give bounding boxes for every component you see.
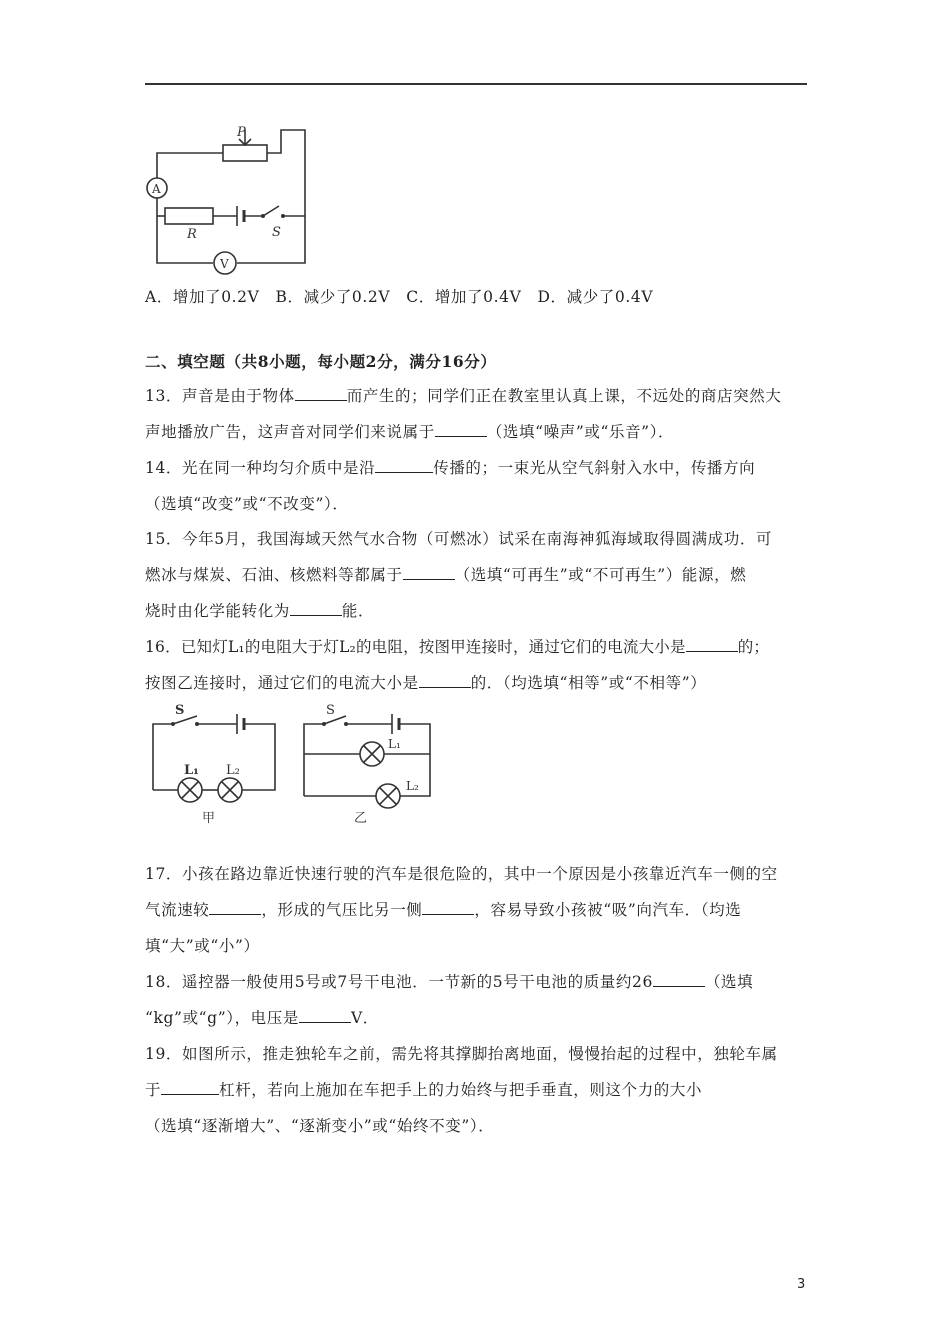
answer-blank[interactable]: [653, 972, 705, 987]
q12-options: A．增加了0.2V B．减少了0.2V C．增加了0.4V D．减少了0.4V: [145, 288, 654, 306]
yi-caption: 乙: [354, 811, 368, 826]
header-rule: [145, 83, 807, 85]
q17-line-1: 17．小孩在路边靠近快速行驶的汽车是很危险的，其中一个原因是小孩靠近汽车一侧的空: [145, 865, 778, 883]
slider-label: P: [237, 125, 246, 140]
yi-switch-label: S: [326, 703, 335, 718]
q17-line-2: 气流速较 ，形成的气压比另一侧 ，容易导致小孩被“吸”向汽车．（均选: [145, 901, 742, 919]
answer-blank[interactable]: [299, 1008, 351, 1023]
section-heading: 二、填空题（共8小题，每小题2分，满分16分）: [145, 352, 497, 371]
jia-caption: 甲: [202, 811, 216, 826]
answer-blank[interactable]: [375, 458, 433, 473]
answer-blank[interactable]: [161, 1080, 219, 1095]
q13-line-1: 13．声音是由于物体 而产生的；同学们正在教室里认真上课，不远处的商店突然大: [145, 387, 782, 405]
q13-line-2: 声地播放广告，这声音对同学们来说属于 （选填“噪声”或“乐音”）．: [145, 423, 675, 441]
q15-line-3: 烧时由化学能转化为 能．: [145, 602, 375, 620]
answer-blank[interactable]: [422, 900, 474, 915]
switch-label: S: [272, 225, 281, 240]
q16-circuit-yi: [300, 702, 440, 828]
jia-lamp2-label: L₂: [226, 763, 240, 778]
q15-line-1: 15．今年5月，我国海域天然气水合物（可燃冰）试采在南海神狐海域取得圆满成功．可: [145, 530, 773, 548]
q16-line-2: 按图乙连接时，通过它们的电流大小是 的．（均选填“相等”或“不相等”）: [145, 674, 707, 692]
q18-line-2: “kg”或“g”），电压是 V．: [145, 1009, 379, 1027]
jia-lamp1-label: L₁: [184, 763, 199, 778]
page-number: 3: [797, 1277, 806, 1292]
ammeter-label: A: [152, 182, 161, 196]
q19-line-3: （选填“逐渐增大”、“逐渐变小”或“始终不变”）．: [145, 1117, 495, 1135]
resistor-label: R: [187, 227, 197, 242]
answer-blank[interactable]: [419, 673, 471, 688]
yi-lamp1-label: L₁: [388, 737, 401, 751]
answer-blank[interactable]: [435, 422, 487, 437]
q15-line-2: 燃冰与煤炭、石油、核燃料等都属于 （选填“可再生”或“不可再生”）能源，燃: [145, 566, 747, 584]
q19-line-1: 19．如图所示，推走独轮车之前，需先将其撑脚抬离地面，慢慢抬起的过程中，独轮车属: [145, 1045, 778, 1063]
answer-blank[interactable]: [403, 565, 455, 580]
q17-line-3: 填“大”或“小”）: [145, 937, 260, 955]
q14-line-2: （选填“改变”或“不改变”）．: [145, 495, 349, 513]
answer-blank[interactable]: [290, 601, 342, 616]
voltmeter-label: V: [220, 257, 229, 271]
q16-circuit-jia: [145, 702, 290, 828]
jia-switch-label: S: [175, 703, 185, 718]
yi-lamp2-label: L₂: [406, 779, 419, 793]
q14-line-1: 14．光在同一种均匀介质中是沿 传播的；一束光从空气斜射入水中，传播方向: [145, 459, 756, 477]
answer-blank[interactable]: [209, 900, 261, 915]
answer-blank[interactable]: [295, 386, 347, 401]
answer-blank[interactable]: [686, 637, 738, 652]
q18-line-1: 18．遥控器一般使用5号或7号干电池．一节新的5号干电池的质量约26 （选填: [145, 973, 754, 991]
q19-line-2: 于 杠杆，若向上施加在车把手上的力始终与把手垂直，则这个力的大小: [145, 1081, 703, 1099]
q16-line-1: 16．已知灯L₁的电阻大于灯L₂的电阻，按图甲连接时，通过它们的电流大小是 的；: [145, 638, 770, 656]
q12-circuit-figure: [145, 120, 315, 275]
